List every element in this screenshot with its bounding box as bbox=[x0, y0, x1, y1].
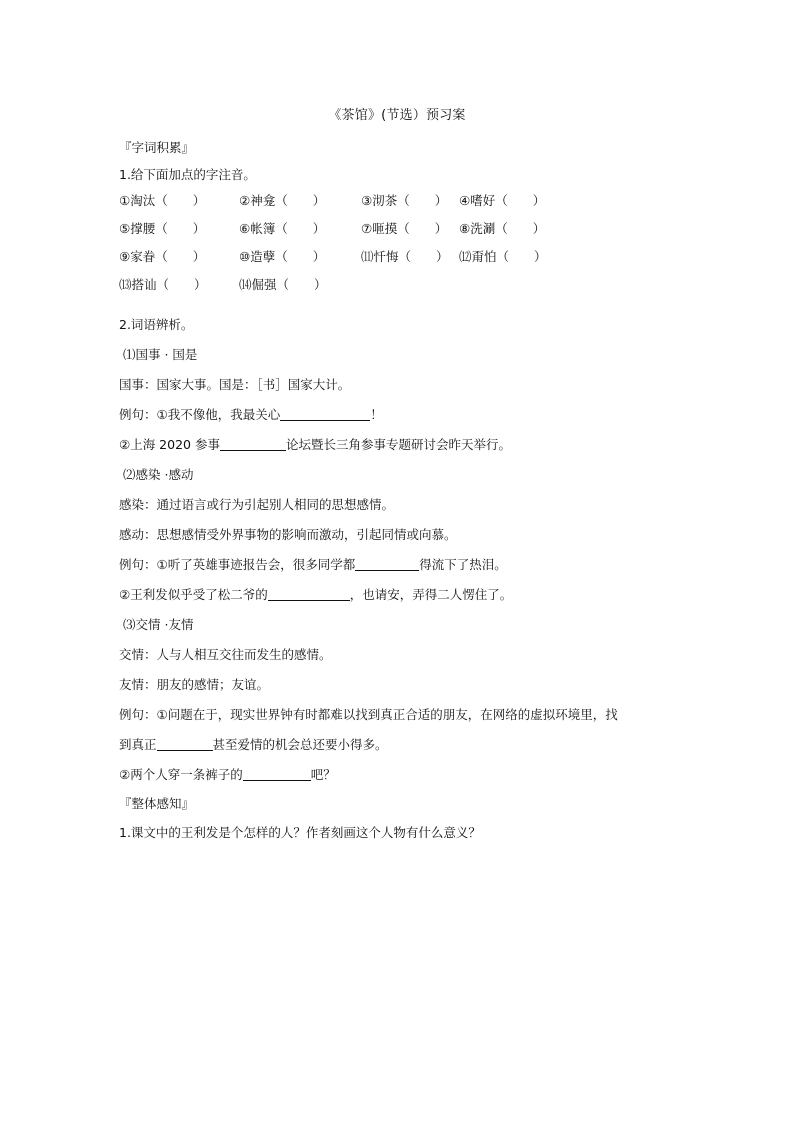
pronunciation-item: ⑿甭怕（ ） bbox=[459, 249, 547, 264]
pronunciation-item: ⑩造孽（ ） bbox=[239, 249, 326, 264]
pair-2-definition-2: 感动：思想感情受外界事物的影响而激动，引起同情或向慕。 bbox=[119, 527, 457, 542]
pronunciation-item: ⒁倔强（ ） bbox=[239, 277, 327, 292]
question-2-prompt: 2.词语辨析。 bbox=[119, 317, 194, 332]
example-text: 甚至爱情的机会总还要小得多。 bbox=[212, 737, 388, 752]
pronunciation-item: ⑥帐簿（ ） bbox=[239, 221, 326, 236]
pair-2-definition-1: 感染：通过语言或行为引起别人相同的思想感情。 bbox=[119, 497, 395, 512]
question-1-prompt: 1.给下面加点的字注音。 bbox=[119, 167, 256, 182]
pronunciation-grid bbox=[119, 190, 679, 296]
section-heading-vocabulary: 『字词积累』 bbox=[119, 140, 195, 155]
pair-3-example-1-continued bbox=[119, 730, 679, 760]
pair-1-heading: ⑴国事 · 国是 bbox=[123, 347, 198, 362]
example-text: ②两个人穿一条裤子的 bbox=[119, 767, 243, 782]
pronunciation-item: ⒀搭讪（ ） bbox=[119, 277, 207, 292]
pair-3-heading: ⑶交情 ·友情 bbox=[123, 617, 194, 632]
example-text: 论坛暨长三角参事专题研讨会昨天举行。 bbox=[285, 437, 511, 452]
answer-blank[interactable] bbox=[243, 766, 311, 781]
pronunciation-item: ②神龛（ ） bbox=[239, 193, 326, 208]
pair-2-example-1 bbox=[119, 550, 679, 580]
answer-blank[interactable] bbox=[268, 586, 350, 601]
pronunciation-item: ⑦咂摸（ ） bbox=[361, 221, 448, 236]
pair-1-example-2 bbox=[119, 430, 679, 460]
pair-1-definition: 国事：国家大事。国是：［书］国家大计。 bbox=[119, 377, 351, 392]
pair-2-example-2 bbox=[119, 580, 679, 610]
pronunciation-item: ⑨家眷（ ） bbox=[119, 249, 206, 264]
pronunciation-item: ③沏茶（ ） bbox=[361, 193, 448, 208]
answer-blank[interactable] bbox=[355, 556, 419, 571]
section-heading-overall: 『整体感知』 bbox=[119, 796, 195, 811]
example-text: 吧？ bbox=[310, 767, 336, 782]
pair-3-definition-2: 友情：朋友的感情；友谊。 bbox=[119, 677, 270, 692]
answer-blank[interactable] bbox=[280, 406, 370, 421]
example-text: ！ bbox=[370, 407, 383, 422]
pronunciation-item: ⑧洗涮（ ） bbox=[459, 221, 546, 236]
example-text: 得流下了热泪。 bbox=[419, 557, 507, 572]
example-text: 例句：①听了英雄事迹报告会，很多同学都 bbox=[119, 557, 356, 572]
pair-3-example-2 bbox=[119, 760, 679, 790]
pair-1-example-1 bbox=[119, 400, 679, 430]
example-text: 例句：①我不像他，我最关心 bbox=[119, 407, 281, 422]
example-text: ②王利发似乎受了松二爷的 bbox=[119, 587, 268, 602]
document-body bbox=[119, 134, 679, 848]
pair-2-heading: ⑵感染 ·感动 bbox=[123, 467, 194, 482]
document-title: 《茶馆》(节选）预习案 bbox=[328, 108, 466, 123]
pair-3-example-1: 例句：①问题在于，现实世界钟有时都难以找到真正合适的朋友，在网络的虚拟环境里，找 bbox=[119, 707, 618, 722]
answer-blank[interactable] bbox=[157, 736, 213, 751]
example-text: ，也请安，弄得二人愣住了。 bbox=[349, 587, 513, 602]
example-text: ②上海 2020 参事 bbox=[119, 437, 220, 452]
pair-3-definition-1: 交情：人与人相互交往而发生的感情。 bbox=[119, 647, 332, 662]
example-text: 到真正 bbox=[119, 737, 157, 752]
overall-question-1: 1.课文中的王利发是个怎样的人？作者刻画这个人物有什么意义？ bbox=[119, 825, 481, 840]
pronunciation-item: ④嗜好（ ） bbox=[459, 193, 546, 208]
pronunciation-item: ⑤撑腰（ ） bbox=[119, 221, 206, 236]
pronunciation-item: ⑾忏悔（ ） bbox=[361, 249, 449, 264]
pronunciation-item: ①淘汰（ ） bbox=[119, 193, 206, 208]
answer-blank[interactable] bbox=[220, 436, 286, 451]
